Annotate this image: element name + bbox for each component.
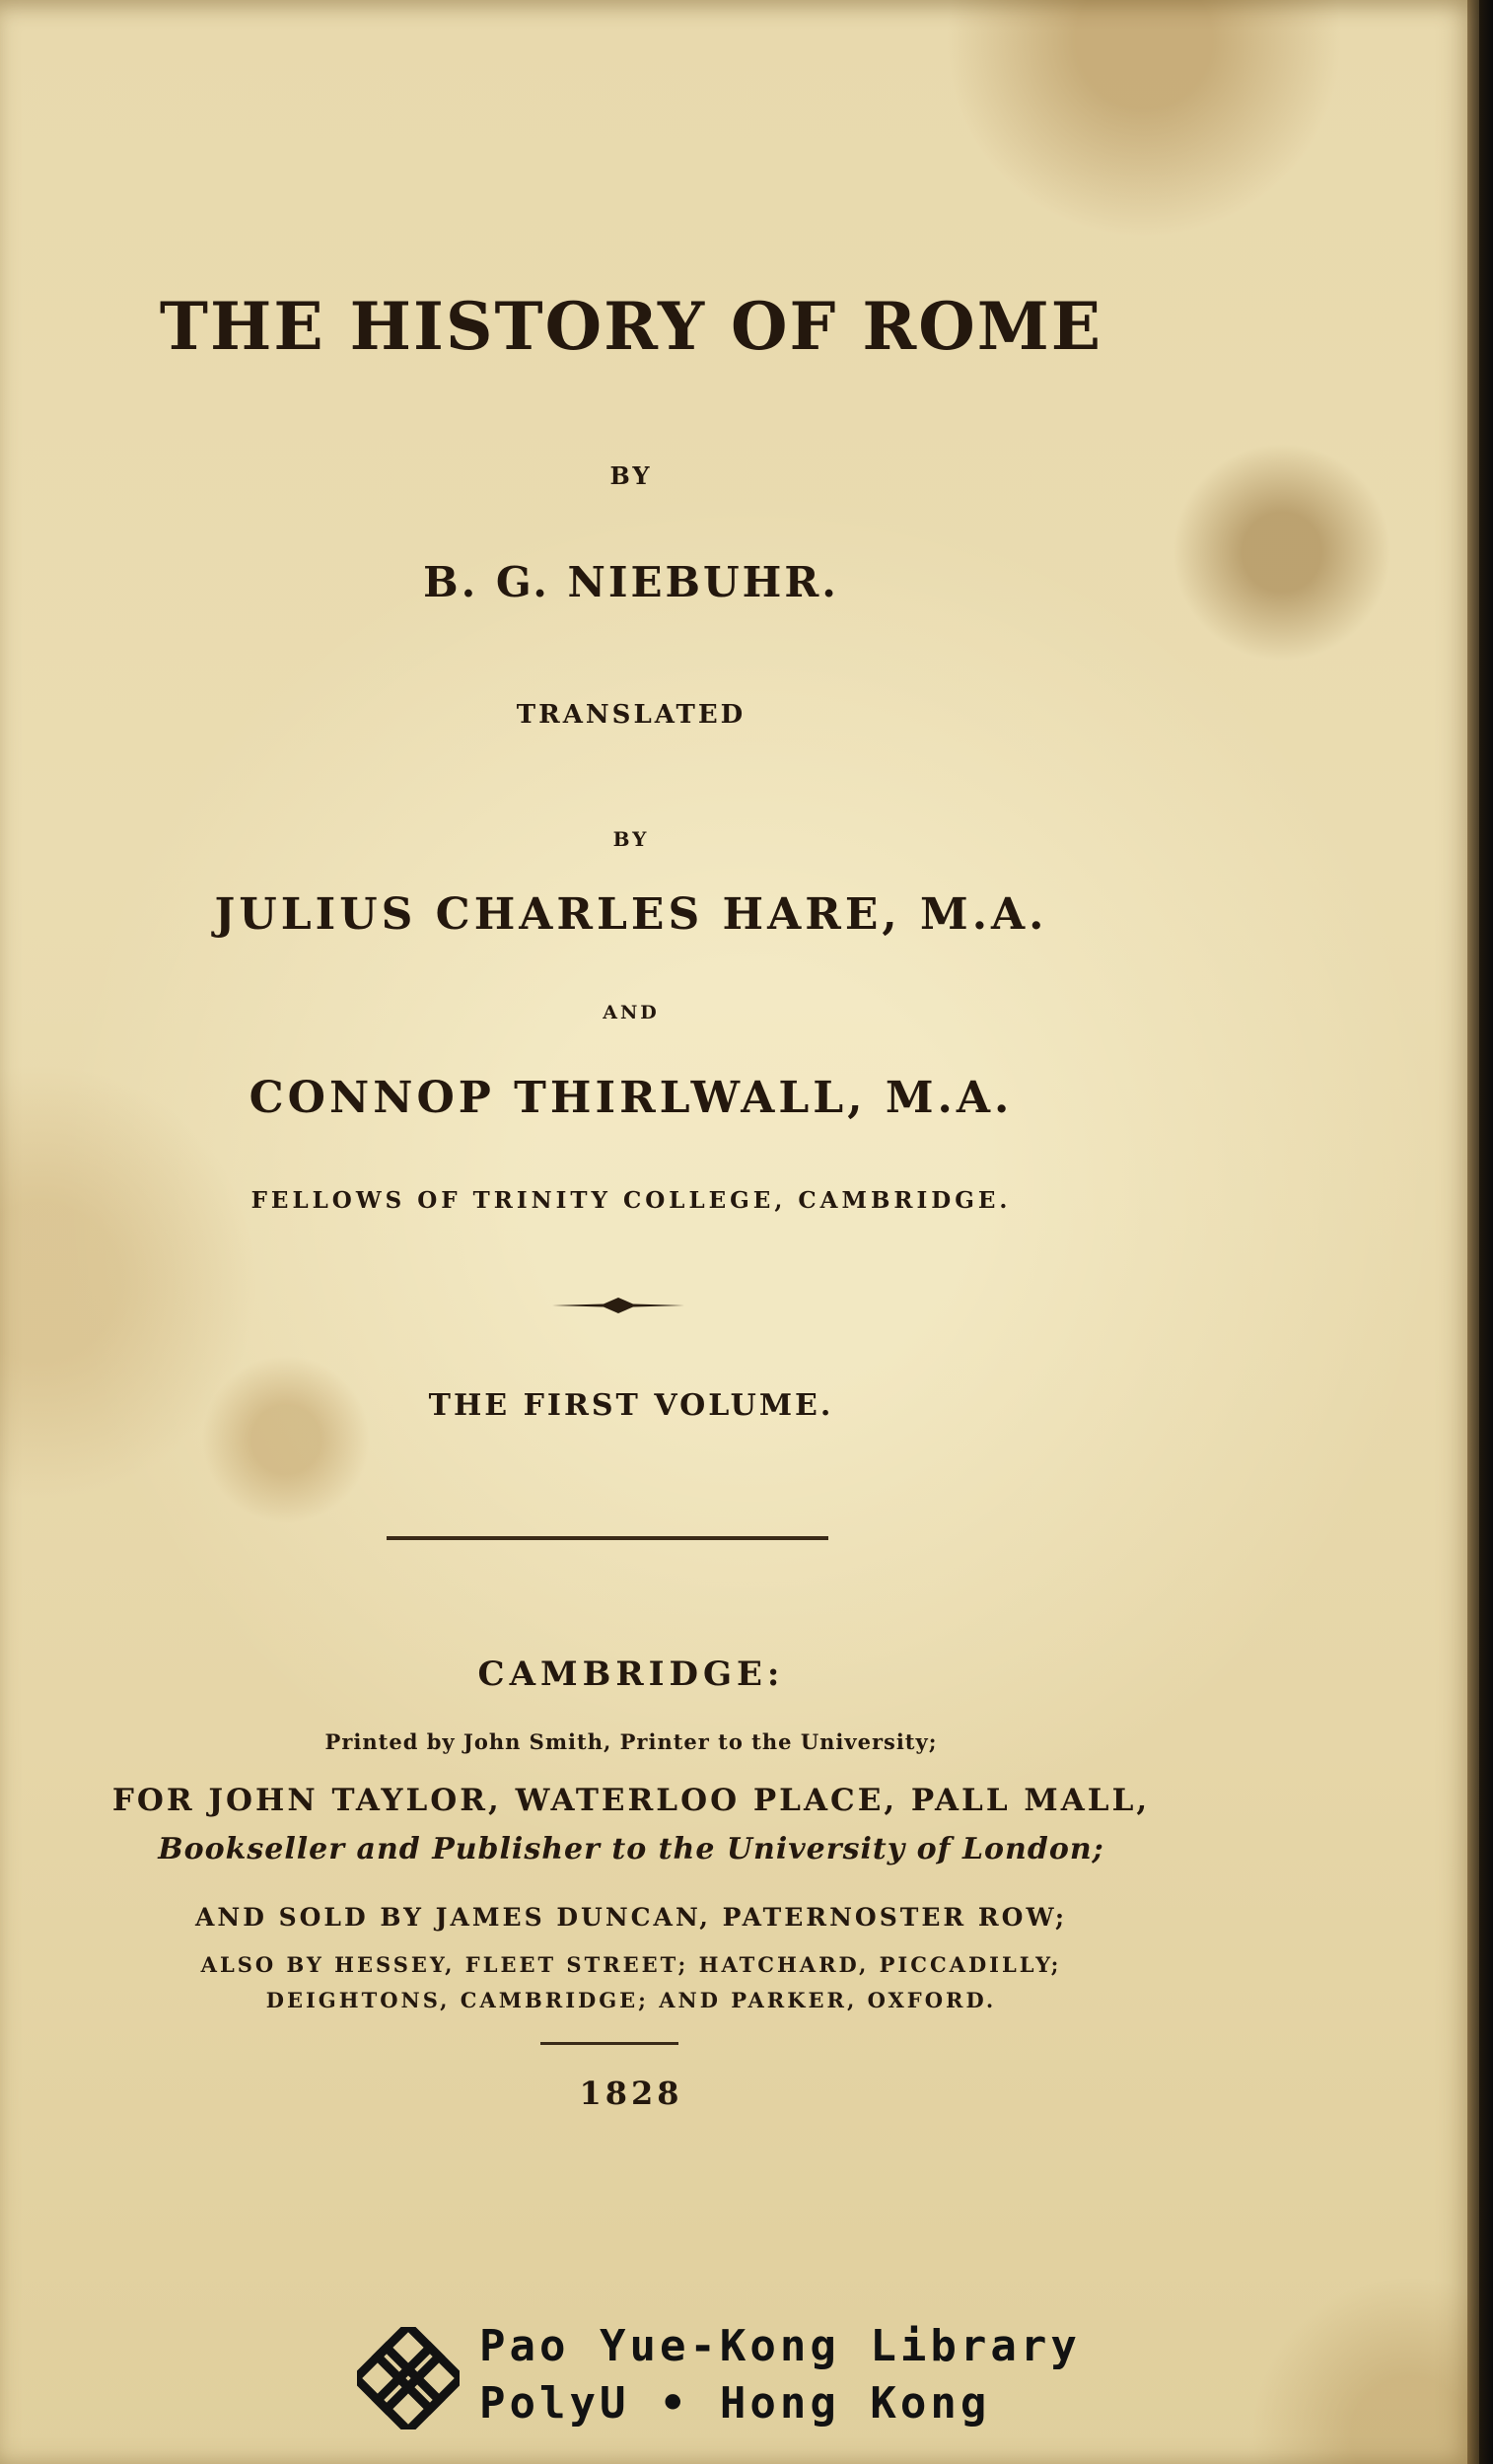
horizontal-rule bbox=[387, 1536, 828, 1540]
imprint-also-by-2: DEIGHTONS, CAMBRIDGE; AND PARKER, OXFORD. bbox=[265, 1988, 997, 2012]
library-stamp bbox=[357, 2321, 1081, 2449]
library-location: PolyU • Hong Kong bbox=[479, 2378, 991, 2429]
translator-name-2: CONNOP THIRLWALL, M.A. bbox=[249, 1073, 1014, 1123]
publication-year: 1828 bbox=[579, 2075, 683, 2112]
imprint-publisher: FOR JOHN TAYLOR, WATERLOO PLACE, PALL MALL, bbox=[111, 1783, 1151, 1818]
and-label: AND bbox=[603, 1002, 660, 1023]
imprint-publisher-role: Bookseller and Publisher to the University of London; bbox=[158, 1832, 1104, 1866]
imprint-sold-by: AND SOLD BY JAMES DUNCAN, PATERNOSTER ROW; bbox=[194, 1903, 1068, 1932]
by-label: BY bbox=[609, 461, 653, 490]
imprint-also-by: ALSO BY HESSEY, FLEET STREET; HATCHARD, PICCADILLY; bbox=[200, 1952, 1062, 1977]
polyu-logo-icon bbox=[357, 2327, 460, 2429]
ornament-divider-icon bbox=[552, 1292, 684, 1319]
translated-label: TRANSLATED bbox=[516, 700, 746, 730]
by-label-translators: BY bbox=[612, 827, 650, 851]
library-name: Pao Yue-Kong Library bbox=[479, 2321, 1081, 2371]
imprint-city: CAMBRIDGE: bbox=[477, 1654, 785, 1694]
translator-name-1: JULIUS CHARLES HARE, M.A. bbox=[214, 889, 1048, 940]
page-edge-shadow bbox=[1467, 0, 1493, 2464]
translators-affiliation: FELLOWS OF TRINITY COLLEGE, CAMBRIDGE. bbox=[250, 1187, 1012, 1214]
imprint-printer: Printed by John Smith, Printer to the University; bbox=[324, 1729, 938, 1754]
volume-label: THE FIRST VOLUME. bbox=[428, 1388, 834, 1423]
short-rule bbox=[540, 2042, 678, 2045]
book-title: THE HISTORY OF ROME bbox=[159, 288, 1103, 365]
author-name: B. G. NIEBUHR. bbox=[423, 558, 839, 606]
